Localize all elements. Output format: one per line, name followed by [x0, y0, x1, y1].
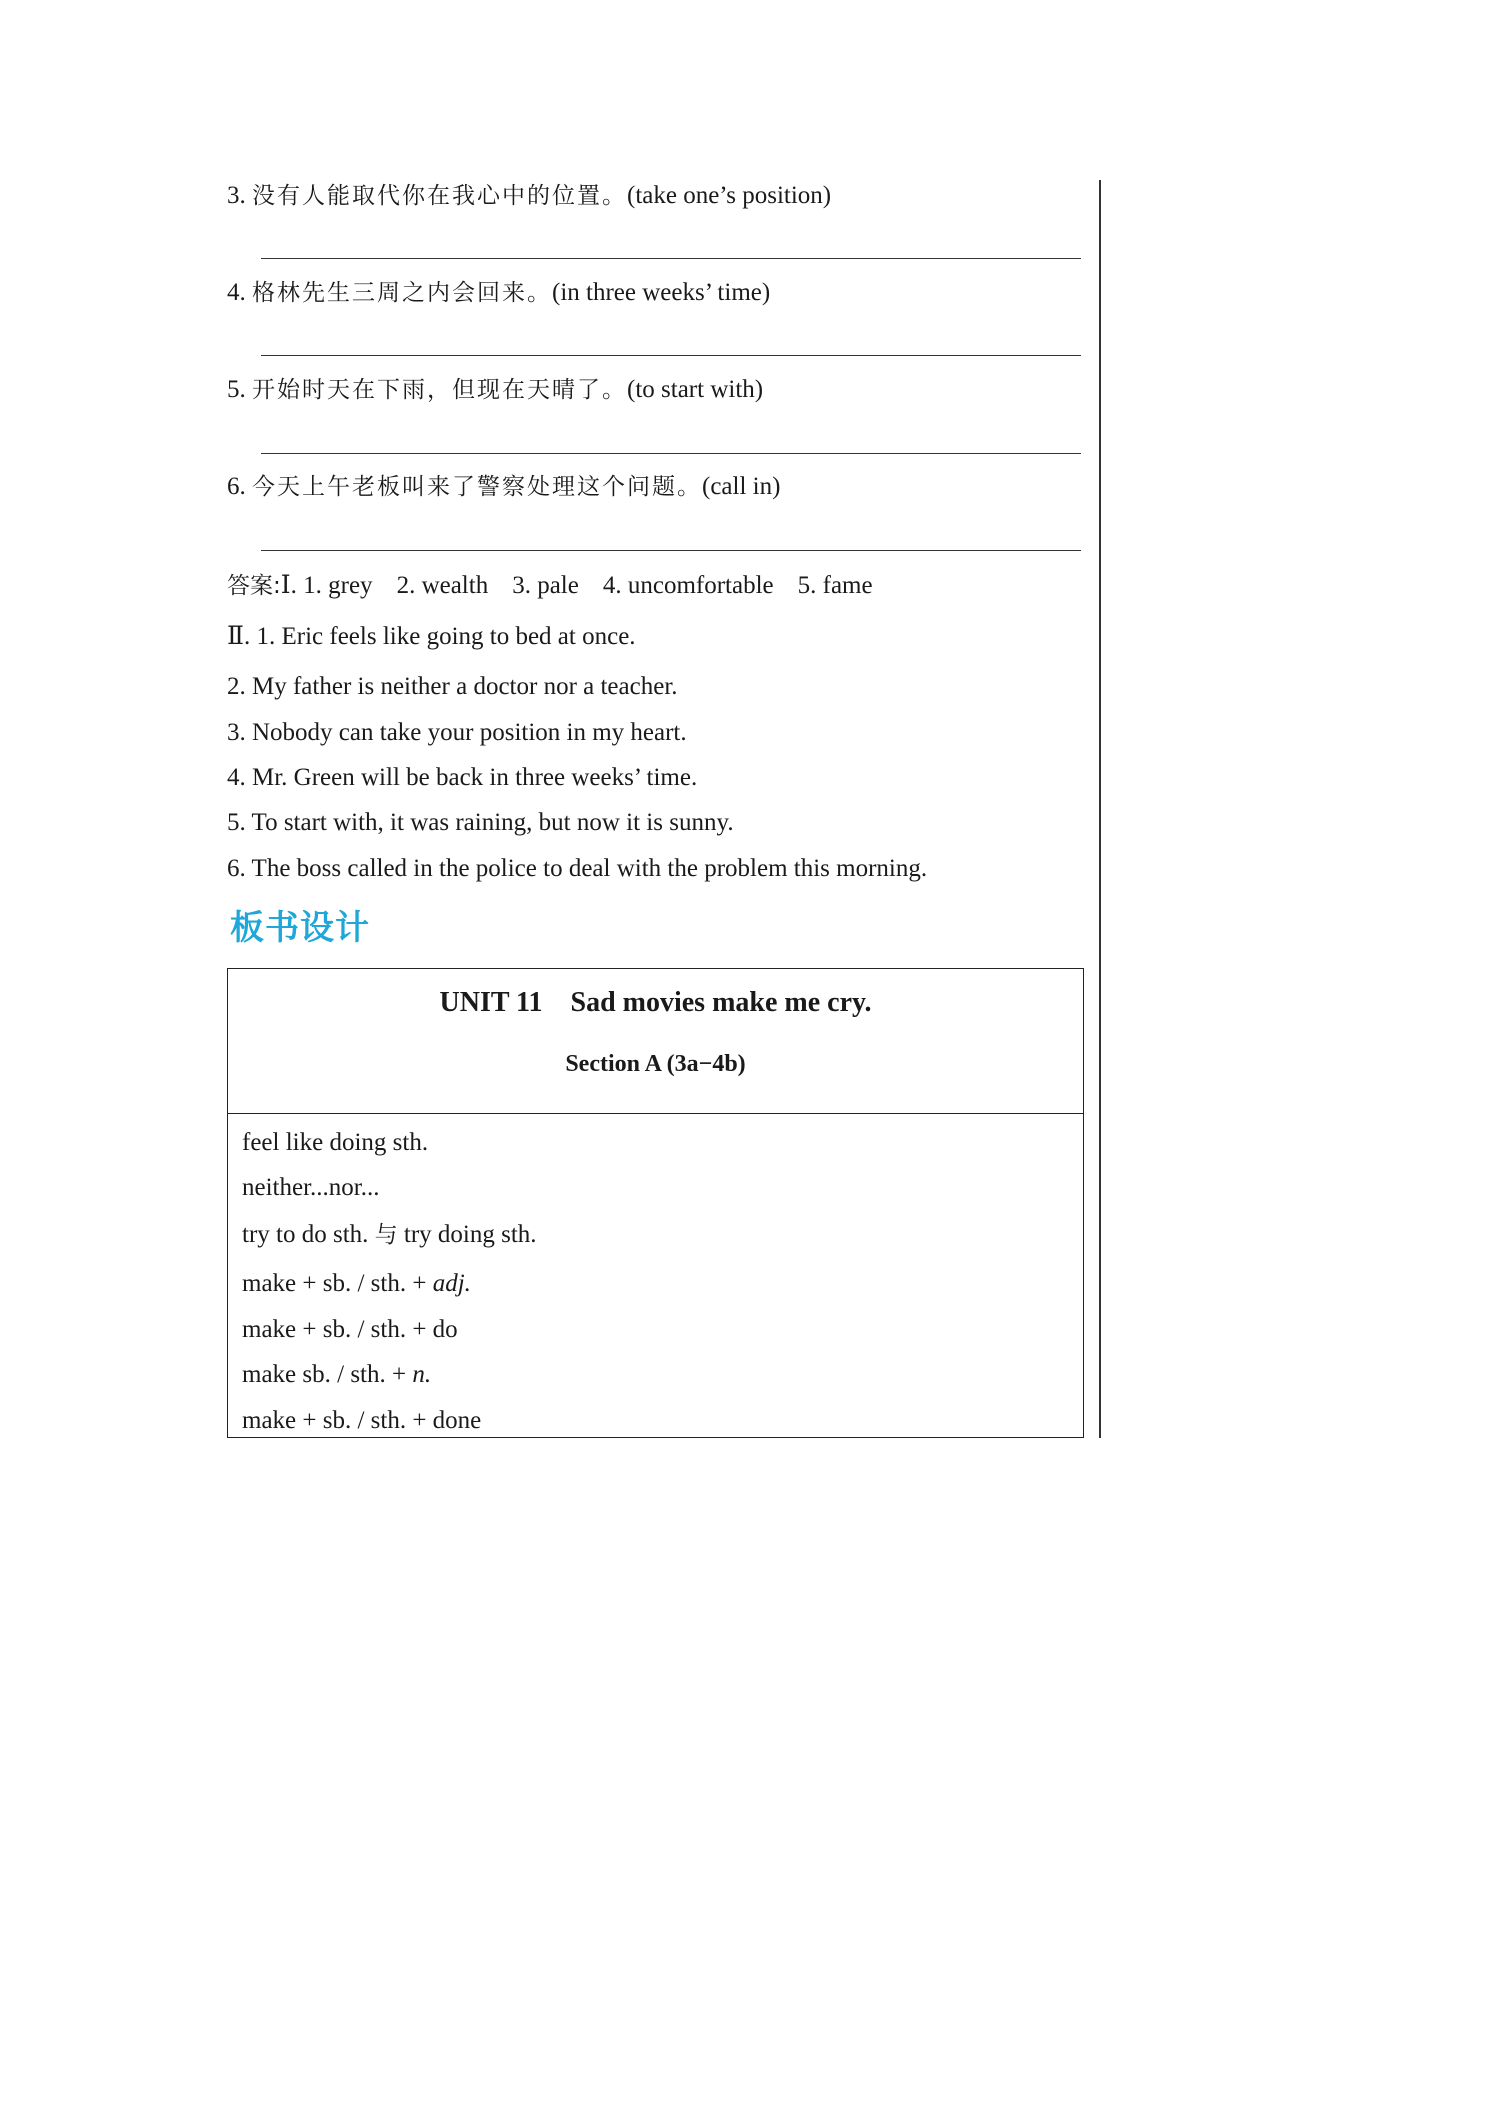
answer-sentence: 4. Mr. Green will be back in three weeks’ time.	[227, 764, 698, 791]
exercise-number: 4.	[227, 279, 246, 306]
exercise-item	[227, 374, 763, 406]
board-line-text: try to do sth.	[242, 1221, 375, 1248]
exercise-hint: (call in)	[702, 473, 781, 500]
answer-word: 3. pale	[512, 572, 579, 599]
board-subtitle: Section A (3a−4b)	[565, 1051, 746, 1077]
board-line-text: make + sb. / sth. +	[242, 1270, 433, 1297]
answers-label: 答案:	[227, 573, 281, 599]
answer-sentence: 2. My father is neither a doctor nor a teacher.	[227, 673, 678, 700]
answer-word: 2. wealth	[396, 572, 489, 599]
exercise-hint: (to start with)	[627, 376, 764, 403]
answer-word: 4. uncomfortable	[602, 572, 774, 599]
board-line	[242, 1315, 458, 1345]
answers-part2-line	[227, 854, 927, 884]
exercise-item	[227, 180, 831, 212]
exercise-chinese: 没有人能取代你在我心中的位置。	[252, 183, 627, 209]
answer-sentence: 5. To start with, it was raining, but now it is sunny.	[227, 809, 734, 836]
board-line-text: try doing sth.	[397, 1221, 537, 1248]
answer-blank-line[interactable]	[261, 453, 1081, 454]
answer-word: 1. grey	[303, 572, 373, 599]
board-line	[242, 1173, 379, 1203]
board-line-italic: n.	[412, 1361, 432, 1388]
answers-part1-prefix: Ⅰ.	[280, 572, 304, 599]
section-heading: 板书设计	[230, 908, 370, 948]
answer-sentence: 3. Nobody can take your position in my heart.	[227, 719, 687, 746]
exercise-number: 3.	[227, 182, 246, 209]
answers-part2-line	[227, 763, 697, 793]
board-line	[242, 1406, 481, 1436]
board-line-chinese: 与	[374, 1222, 398, 1248]
board-line	[242, 1269, 471, 1299]
answer-word: 5. fame	[797, 572, 873, 599]
board-line	[242, 1128, 428, 1158]
answer-sentence: 1. Eric feels like going to bed at once.	[256, 623, 636, 650]
board-line-text: make sb. / sth. +	[242, 1361, 413, 1388]
board-line-text: make + sb. / sth. + done	[242, 1407, 482, 1434]
exercise-item	[227, 277, 770, 309]
answer-blank-line[interactable]	[261, 258, 1081, 259]
board-design-header	[228, 969, 1083, 1114]
exercise-hint: (take one’s position)	[627, 182, 832, 209]
answers-part2-line	[227, 808, 734, 838]
board-line	[242, 1360, 431, 1390]
answer-blank-line[interactable]	[261, 550, 1081, 551]
exercise-number: 5.	[227, 376, 246, 403]
answers-part2-prefix: Ⅱ.	[227, 623, 257, 650]
answers-part2-line	[227, 718, 687, 748]
board-line-text: feel like doing sth.	[242, 1129, 429, 1156]
board-line-text: neither...nor...	[242, 1174, 380, 1201]
exercise-hint: (in three weeks’ time)	[552, 279, 771, 306]
answer-blank-line[interactable]	[261, 355, 1081, 356]
board-line	[242, 1220, 537, 1250]
answers-part2-line	[227, 622, 636, 652]
board-design-box	[227, 968, 1084, 1438]
exercise-item	[227, 471, 780, 503]
exercise-chinese: 今天上午老板叫来了警察处理这个问题。	[252, 474, 702, 500]
exercise-chinese: 格林先生三周之内会回来。	[252, 280, 552, 306]
board-line-italic: adj.	[432, 1270, 471, 1297]
page-margin-rule	[1099, 180, 1101, 1438]
board-line-text: make + sb. / sth. + do	[242, 1316, 458, 1343]
answer-sentence: 6. The boss called in the police to deal with the problem this morning.	[227, 855, 928, 882]
exercise-chinese: 开始时天在下雨，但现在天晴了。	[252, 377, 627, 403]
exercise-number: 6.	[227, 473, 246, 500]
board-title: UNIT 11 Sad movies make me cry.	[439, 987, 872, 1018]
answers-part2-line	[227, 672, 678, 702]
answers-part1	[227, 571, 873, 601]
